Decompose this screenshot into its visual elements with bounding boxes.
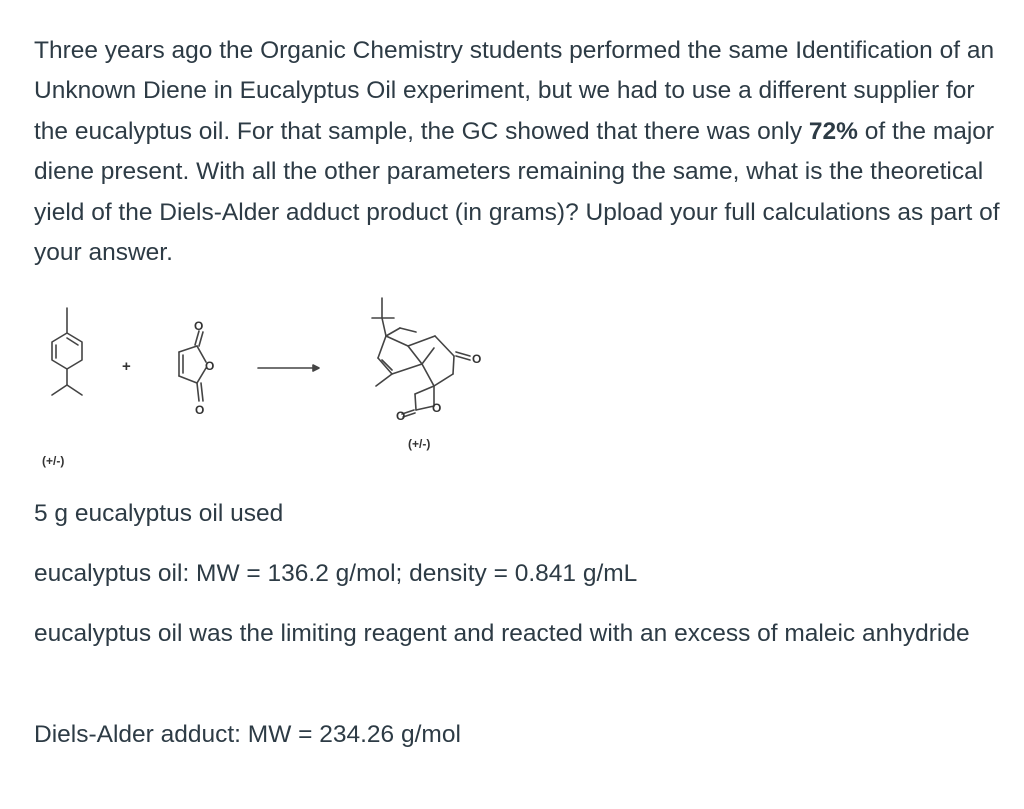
adduct-mw-text: Diels-Alder adduct: MW = 234.26 g/mol — [34, 721, 461, 748]
oil-properties-text: eucalyptus oil: MW = 136.2 g/mol; density = 0.841 g/mL — [34, 560, 638, 587]
oxygen-label: O — [396, 409, 406, 423]
reaction-scheme-drawing — [30, 288, 500, 478]
question-text-start: Three years ago the Organic Chemistry students performed the same Identification of an Unknown Diene in Eucalyptus Oil experiment, but we had to use a different supplier for the eucalyptus oil. For that sample, the GC showed that there was only — [34, 37, 995, 145]
racemic-label-reactant: (+/-) — [42, 454, 65, 468]
limiting-reagent-text: eucalyptus oil was the limiting reagent and reacted with an excess of maleic anhydride — [34, 620, 970, 647]
racemic-label-product: (+/-) — [408, 437, 431, 451]
question-text-end: of the major diene present. With all the other parameters remaining the same, what is the theoretical yield of the Diels-Alder adduct product (in grams)? Upload your full calculations as part of your answer. — [34, 117, 1000, 267]
oxygen-label: O — [472, 352, 482, 366]
diene-percentage: 72% — [808, 117, 858, 145]
question-text — [34, 31, 1004, 273]
diene-structure — [52, 308, 82, 395]
maleic-anhydride-structure — [179, 331, 206, 401]
oxygen-label: O — [195, 403, 205, 417]
oxygen-label: O — [205, 359, 215, 373]
oxygen-label: O — [194, 319, 204, 333]
plus-sign: + — [122, 358, 131, 375]
adduct-structure — [372, 298, 470, 417]
question-paragraph — [34, 31, 1004, 273]
oxygen-label: O — [432, 401, 442, 415]
reaction-scheme — [30, 288, 500, 478]
mass-used-text: 5 g eucalyptus oil used — [34, 500, 284, 527]
reaction-arrow — [258, 365, 319, 371]
